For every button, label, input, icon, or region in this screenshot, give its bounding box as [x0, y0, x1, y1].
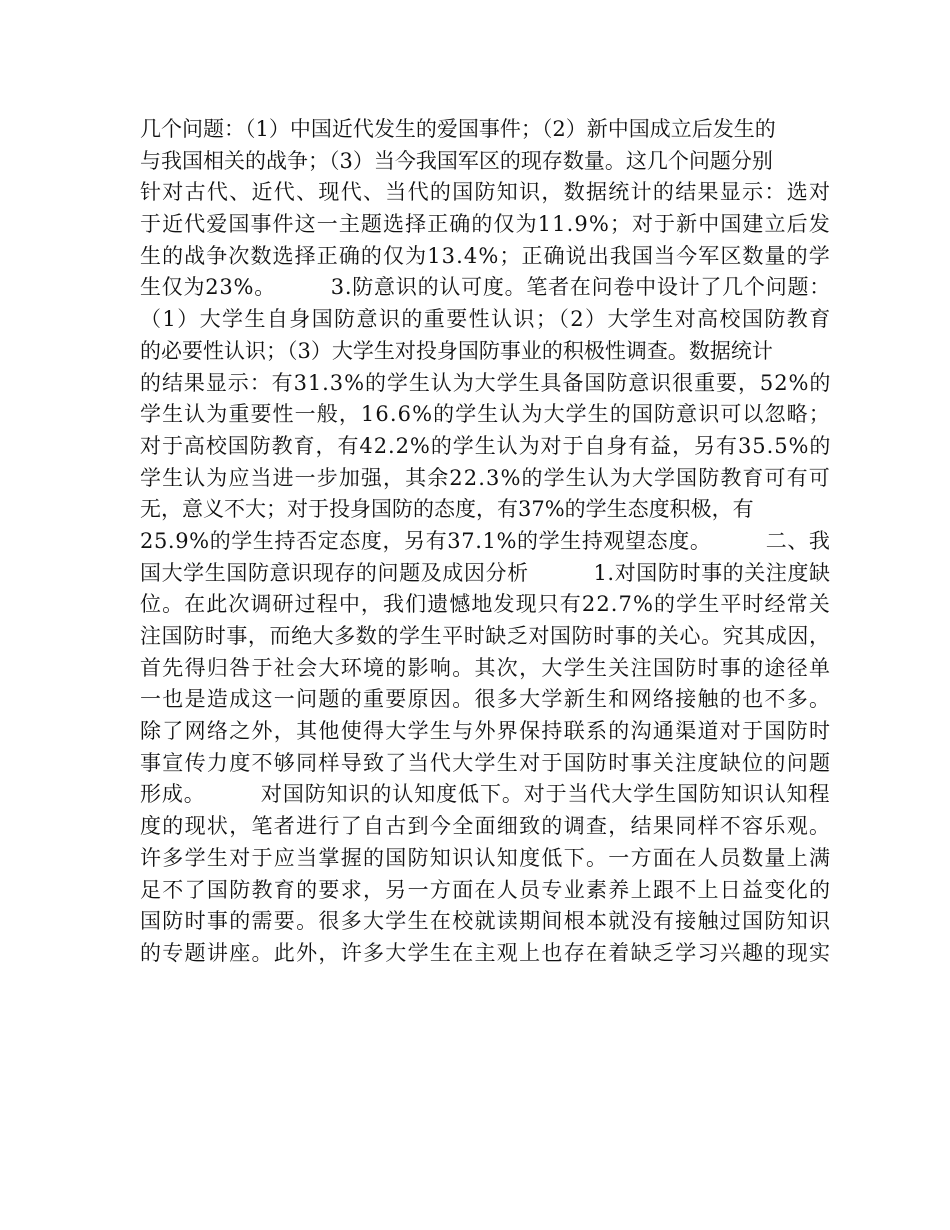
text-line: 与我国相关的战争；（3）当今我国军区的现存数量。这几个问题分别: [140, 148, 773, 173]
text-line: 于近代爱国事件这一主题选择正确的仅为11.9%；对于新中国建立后发: [140, 212, 831, 237]
text-line: 的专题讲座。此外，许多大学生在主观上也存在着缺乏学习兴趣的现实: [140, 940, 832, 965]
text-line: （1）大学生自身国防意识的重要性认识；（2）大学生对高校国防教育: [140, 307, 832, 332]
text-line: 25.9%的学生持否定态度，另有37.1%的学生持观望态度。 二、我: [140, 528, 831, 553]
text-line: 足不了国防教育的要求，另一方面在人员专业素养上跟不上日益变化的: [140, 877, 832, 902]
text-line: 生的战争次数选择正确的仅为13.4%；正确说出我国当今军区数量的学: [140, 243, 831, 268]
text-line: 的必要性认识；（3）大学生对投身国防事业的积极性调查。数据统计: [140, 338, 773, 363]
text-line: 事宣传力度不够同样导致了当代大学生对于国防时事关注度缺位的问题: [140, 750, 832, 775]
text-line: 许多学生对于应当掌握的国防知识认知度低下。一方面在人员数量上满: [140, 845, 832, 870]
text-line: 形成。 对国防知识的认知度低下。对于当代大学生国防知识认知程: [140, 782, 831, 807]
text-line: 国大学生国防意识现存的问题及成因分析 1.对国防时事的关注度缺: [140, 560, 831, 585]
body-text: [140, 114, 830, 970]
text-line: 注国防时事，而绝大多数的学生平时缺乏对国防时事的关心。究其成因，: [140, 624, 831, 648]
text-line: 首先得归咎于社会大环境的影响。其次，大学生关注国防时事的途径单: [140, 655, 832, 680]
text-line: 的结果显示：有31.3%的学生认为大学生具备国防意识很重要，52%的: [140, 370, 832, 395]
text-line: 生仅为23%。 3.防意识的认可度。笔者在问卷中设计了几个问题：: [140, 275, 831, 300]
text-line: 除了网络之外，其他使得大学生与外界保持联系的沟通渠道对于国防时: [140, 719, 832, 744]
text-line: 学生认为重要性一般，16.6%的学生认为大学生的国防意识可以忽略；: [140, 402, 831, 427]
text-line: 度的现状，笔者进行了自古到今全面细致的调查，结果同样不容乐观。: [140, 814, 832, 839]
text-line: 位。在此次调研过程中，我们遗憾地发现只有22.7%的学生平时经常关: [140, 592, 831, 617]
text-line: 一也是造成这一问题的重要原因。很多大学新生和网络接触的也不多。: [140, 687, 832, 712]
text-line: 国防时事的需要。很多大学生在校就读期间根本就没有接触过国防知识: [140, 909, 832, 934]
text-line: 几个问题：（1）中国近代发生的爱国事件；（2）新中国成立后发生的: [140, 117, 776, 141]
text-line: 学生认为应当进一步加强，其余22.3%的学生认为大学国防教育可有可: [140, 465, 831, 490]
text-line: 对于高校国防教育，有42.2%的学生认为对于自身有益，另有35.5%的: [140, 433, 832, 458]
text-line: 无，意义不大；对于投身国防的态度，有37%的学生态度积极，有: [140, 497, 754, 522]
text-line: 针对古代、近代、现代、当代的国防知识，数据统计的结果显示：选对: [140, 180, 832, 205]
